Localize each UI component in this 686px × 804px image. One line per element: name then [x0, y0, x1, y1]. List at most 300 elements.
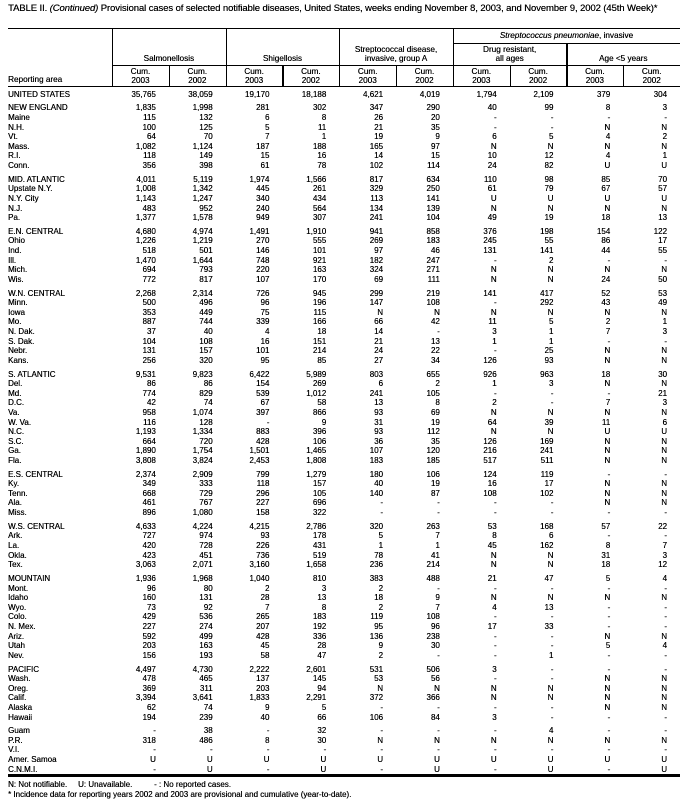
column-group-shigellosis: Shigellosis — [262, 54, 302, 63]
table-cell: N — [604, 379, 611, 389]
table-cell: 1,833 — [249, 693, 270, 703]
table-cell: 963 — [540, 369, 554, 379]
table-cell: 220 — [256, 265, 270, 275]
table-cell: 2,909 — [192, 469, 213, 479]
table-cell: 336 — [312, 631, 327, 641]
table-cell: 2,071 — [192, 560, 213, 570]
table-cell: - — [493, 255, 497, 265]
table-cell: 104 — [426, 213, 440, 223]
table-cell: 3,160 — [249, 560, 270, 570]
table-cell: 271 — [426, 265, 440, 275]
table-cell: 236 — [369, 560, 383, 570]
table-cell: - — [437, 702, 440, 712]
table-cell: 668 — [142, 488, 156, 498]
table-row — [8, 489, 680, 499]
table-cell: N — [377, 307, 383, 317]
table-row — [8, 194, 680, 204]
table-cell: 145 — [312, 674, 327, 684]
table-cell: - — [607, 112, 611, 122]
table-cell: 214 — [426, 560, 440, 570]
table-cell: N — [661, 683, 667, 693]
table-row — [8, 370, 680, 380]
table-cell: U — [661, 427, 667, 437]
table-cell: 97 — [374, 246, 383, 256]
table-cell: 356 — [142, 160, 156, 170]
table-cell: 2 — [435, 379, 440, 389]
table-cell: - — [607, 650, 611, 660]
table-cell: 340 — [256, 193, 270, 203]
table-cell: 292 — [540, 298, 554, 308]
table-cell: U — [490, 193, 497, 203]
table-cell: 449 — [199, 307, 213, 317]
table-cell: 461 — [142, 498, 156, 508]
table-cell: 369 — [142, 683, 156, 693]
table-cell: 56 — [430, 674, 440, 684]
table-cell: 79 — [544, 184, 554, 194]
table-cell: 24 — [374, 346, 383, 356]
table-cell: 165 — [369, 141, 383, 151]
table-cell: N — [661, 122, 667, 132]
row-area-label: Iowa — [8, 307, 25, 317]
table-cell: 31 — [374, 417, 383, 427]
table-cell: 261 — [312, 184, 327, 194]
row-area-label: Oreg. — [8, 683, 29, 693]
table-cell: N — [661, 446, 667, 456]
table-row — [8, 123, 680, 133]
table-cell: N — [604, 446, 611, 456]
table-cell: N — [547, 693, 554, 703]
table-cell: - — [607, 764, 611, 774]
table-cell: 353 — [142, 307, 156, 317]
table-cell: 16 — [317, 151, 327, 161]
table-cell: 14 — [374, 327, 383, 336]
table-cell: 4 — [662, 641, 667, 651]
table-cell: 281 — [256, 103, 270, 113]
table-cell: N — [661, 498, 667, 508]
row-area-label: Ala. — [8, 498, 22, 508]
table-cell: N — [434, 683, 440, 693]
table-row — [8, 346, 680, 356]
table-cell: - — [493, 122, 497, 132]
table-cell: 2,601 — [306, 664, 327, 674]
table-cell: 96 — [430, 621, 440, 631]
table-row — [8, 456, 680, 466]
table-cell: 1,247 — [192, 193, 213, 203]
table-cell: 483 — [142, 203, 156, 213]
table-cell: 4,011 — [136, 174, 156, 184]
table-cell: 22 — [430, 346, 440, 356]
table-cell: 241 — [369, 388, 383, 398]
table-cell: 18 — [601, 560, 611, 570]
table-cell: 952 — [199, 203, 213, 213]
table-cell: - — [607, 531, 611, 541]
table-cell: - — [664, 255, 667, 265]
table-cell: - — [153, 726, 156, 736]
table-cell: 61 — [260, 160, 270, 170]
table-cell: 7 — [435, 531, 440, 541]
table-cell: 10 — [487, 151, 497, 161]
table-cell: 183 — [369, 455, 383, 465]
row-area-label: N.Y. City — [8, 193, 39, 203]
table-cell: 203 — [256, 683, 270, 693]
table-cell: N — [490, 683, 497, 693]
table-cell: 250 — [426, 184, 440, 194]
table-cell: 105 — [312, 488, 327, 498]
table-cell: U — [604, 160, 611, 170]
column-group-salmonellosis: Salmonellosis — [143, 54, 195, 63]
table-cell: - — [380, 702, 383, 712]
table-cell: 531 — [369, 664, 383, 674]
table-row — [8, 531, 680, 541]
table-cell: 119 — [370, 612, 383, 622]
table-cell: 5 — [605, 641, 611, 651]
table-row — [8, 574, 680, 584]
table-cell: 921 — [312, 255, 327, 265]
table-cell: U — [604, 755, 611, 765]
table-cell: 33 — [544, 621, 554, 631]
table-cell: 7 — [662, 541, 667, 551]
table-row — [8, 132, 680, 142]
table-cell: 1 — [662, 151, 667, 161]
table-cell: 141 — [483, 288, 497, 298]
table-cell: 131 — [142, 346, 156, 356]
table-cell: 93 — [374, 407, 383, 417]
reporting-area-label: Reporting area — [8, 75, 63, 84]
table-cell: 744 — [199, 317, 213, 327]
legend-no-cases: - : No reported cases. — [154, 780, 231, 789]
table-cell: 1,226 — [135, 236, 156, 246]
table-cell: 100 — [142, 122, 156, 132]
table-cell: 203 — [142, 641, 156, 651]
table-cell: - — [664, 336, 667, 346]
table-cell: 322 — [312, 508, 327, 518]
table-cell: 11 — [601, 417, 611, 427]
table-cell: 5 — [548, 132, 554, 142]
table-cell: 3 — [321, 583, 327, 593]
table-row — [8, 498, 680, 508]
table-cell: 9 — [264, 702, 270, 712]
table-cell: 1 — [321, 132, 327, 142]
table-cell: - — [550, 498, 554, 508]
table-cell: 3 — [662, 327, 667, 336]
table-cell: 18 — [601, 213, 611, 223]
table-cell: 9 — [435, 132, 440, 142]
row-area-label: R.I. — [8, 151, 21, 161]
table-cell: 564 — [312, 203, 327, 213]
table-cell: 8 — [492, 531, 497, 541]
table-cell: 131 — [199, 593, 213, 603]
row-area-label: Wash. — [8, 674, 31, 684]
table-cell: - — [493, 298, 497, 308]
table-cell: 108 — [426, 612, 440, 622]
table-cell: 137 — [256, 674, 270, 684]
table-cell: 106 — [426, 469, 440, 479]
row-area-label: Utah — [8, 641, 25, 651]
table-cell: 43 — [601, 298, 611, 308]
table-cell: 247 — [426, 255, 440, 265]
table-cell: 119 — [540, 469, 554, 479]
table-cell: 106 — [312, 436, 327, 446]
table-cell: 55 — [544, 236, 554, 246]
table-cell: 2,268 — [135, 288, 156, 298]
table-cell: 6 — [662, 417, 667, 427]
table-cell: - — [550, 641, 554, 651]
table-cell: 3 — [492, 712, 497, 722]
table-row — [8, 726, 680, 736]
table-cell: 40 — [203, 327, 213, 336]
table-cell: N — [547, 307, 554, 317]
table-cell: N — [490, 735, 497, 745]
table-cell: 238 — [426, 631, 440, 641]
row-area-label: Del. — [8, 379, 23, 389]
table-cell: 44 — [601, 246, 611, 256]
table-cell: N — [604, 693, 611, 703]
table-cell: - — [493, 508, 497, 518]
table-cell: 101 — [256, 346, 270, 356]
table-cell: N — [547, 141, 554, 151]
table-cell: 6 — [492, 132, 497, 142]
table-cell: 19,170 — [244, 89, 270, 99]
table-cell: 1,644 — [192, 255, 213, 265]
row-area-label: V.I. — [8, 745, 20, 755]
table-cell: - — [550, 112, 554, 122]
table-cell: 101 — [312, 246, 327, 256]
table-cell: 45 — [487, 541, 497, 551]
table-cell: - — [493, 674, 497, 684]
table-cell: 26 — [374, 112, 383, 122]
table-cell: 192 — [312, 621, 327, 631]
table-cell: 25 — [544, 346, 554, 356]
table-cell: - — [550, 612, 554, 622]
table-cell: 555 — [312, 236, 327, 246]
table-cell: N — [661, 379, 667, 389]
row-area-label: Mich. — [8, 265, 28, 275]
table-cell: 506 — [426, 664, 440, 674]
table-cell: 1,890 — [135, 446, 156, 456]
table-cell: 423 — [142, 550, 156, 560]
table-cell: 6 — [378, 379, 383, 389]
table-cell: 85 — [601, 174, 611, 184]
row-area-label: E.S. CENTRAL — [8, 469, 63, 479]
row-area-label: S. Dak. — [8, 336, 35, 346]
table-cell: N — [490, 407, 497, 417]
table-cell: - — [664, 650, 667, 660]
table-cell: 2 — [378, 650, 383, 660]
table-cell: - — [437, 745, 440, 755]
row-area-label: Mo. — [8, 317, 22, 327]
row-area-label: Tenn. — [8, 488, 28, 498]
table-cell: N — [490, 203, 497, 213]
table-cell: 6 — [264, 112, 270, 122]
table-cell: - — [493, 583, 497, 593]
row-area-label: Idaho — [8, 593, 29, 603]
table-cell: 19 — [430, 479, 440, 489]
table-cell: - — [266, 745, 270, 755]
table-cell: U — [434, 755, 440, 765]
table-cell: 8 — [321, 602, 327, 612]
table-cell: 194 — [142, 712, 156, 722]
table-cell: N — [547, 274, 554, 284]
column-head-cum-2002: Cum. 2002 — [641, 67, 662, 85]
table-cell: 30 — [430, 641, 440, 651]
table-cell: 1 — [378, 541, 383, 551]
table-cell: 9 — [435, 593, 440, 603]
table-cell: U — [150, 755, 156, 765]
table-cell: 2,786 — [306, 521, 327, 531]
table-cell: 329 — [369, 184, 383, 194]
table-cell: 634 — [426, 174, 440, 184]
table-cell: - — [153, 745, 156, 755]
table-cell: 945 — [312, 288, 327, 298]
table-cell: 1,334 — [192, 427, 213, 437]
table-cell: N — [661, 479, 667, 489]
table-row — [8, 765, 680, 775]
table-cell: 496 — [199, 298, 213, 308]
table-cell: 118 — [143, 151, 156, 161]
table-bottom-rule — [8, 774, 680, 777]
table-cell: 793 — [199, 265, 213, 275]
table-cell: 333 — [199, 479, 213, 489]
table-cell: 5,119 — [193, 174, 213, 184]
table-cell: 774 — [142, 388, 156, 398]
table-cell: - — [664, 612, 667, 622]
table-cell: 95 — [374, 621, 383, 631]
table-cell: 240 — [256, 203, 270, 213]
row-area-label: Nev. — [8, 650, 24, 660]
table-cell: 499 — [199, 631, 213, 641]
table-cell: 49 — [487, 213, 497, 223]
table-cell: 1 — [492, 336, 497, 346]
table-cell: N — [490, 593, 497, 603]
table-cell: 3,063 — [135, 560, 156, 570]
table-cell: 1,279 — [306, 469, 327, 479]
table-cell: 4 — [605, 132, 611, 142]
table-cell: 241 — [369, 213, 383, 223]
title-text: Provisional cases of selected notifiable diseases, United States, weeks ending November 8, 2003, and November 9, 2002 (45th Week)* — [98, 3, 658, 14]
table-cell: N — [604, 203, 611, 213]
table-cell: 1,074 — [192, 407, 213, 417]
table-cell: - — [437, 508, 440, 518]
table-cell: N — [547, 265, 554, 275]
table-cell: 974 — [199, 531, 213, 541]
table-cell: N — [661, 436, 667, 446]
table-cell: 5 — [264, 122, 270, 132]
table-cell: 320 — [369, 521, 383, 531]
table-cell: - — [493, 641, 497, 651]
table-cell: 1 — [492, 379, 497, 389]
row-area-label: Mass. — [8, 141, 30, 151]
table-cell: 1,754 — [192, 446, 213, 456]
table-cell: 122 — [653, 226, 667, 236]
table-cell: 1,470 — [135, 255, 156, 265]
table-cell: 6 — [548, 531, 554, 541]
table-cell: U — [490, 755, 497, 765]
column-group-age-under5: Age <5 years — [598, 54, 648, 63]
table-cell: - — [607, 602, 611, 612]
table-cell: 124 — [483, 469, 497, 479]
table-cell: 57 — [601, 521, 611, 531]
table-cell: 28 — [260, 593, 270, 603]
table-cell: 13 — [544, 602, 554, 612]
table-cell: N — [604, 702, 611, 712]
row-area-label: Hawaii — [8, 712, 33, 722]
row-area-label: N. Mex. — [8, 621, 36, 631]
table-cell: 147 — [369, 298, 383, 308]
table-cell: 11 — [317, 122, 327, 132]
table-body — [8, 87, 680, 775]
table-cell: 1 — [662, 317, 667, 327]
table-cell: N — [661, 203, 667, 213]
table-cell: 858 — [426, 226, 440, 236]
table-cell: - — [437, 583, 440, 593]
table-cell: - — [607, 745, 611, 755]
table-cell: 196 — [312, 298, 327, 308]
table-cell: U — [377, 755, 383, 765]
table-cell: 163 — [312, 265, 327, 275]
table-cell: 57 — [658, 184, 667, 194]
column-head-cum-2002: Cum. 2002 — [528, 67, 548, 85]
table-cell: - — [550, 388, 554, 398]
row-area-label: Okla. — [8, 550, 27, 560]
table-row — [8, 593, 680, 603]
table-row — [8, 665, 680, 675]
table-cell: 4 — [492, 602, 497, 612]
table-row — [8, 289, 680, 299]
table-cell: 376 — [483, 226, 497, 236]
table-cell: N — [661, 355, 667, 365]
table-row — [8, 204, 680, 214]
table-cell: 383 — [369, 574, 383, 583]
table-cell: 274 — [199, 621, 213, 631]
table-cell: N — [547, 735, 554, 745]
table-cell: 3 — [492, 664, 497, 674]
table-cell: - — [380, 745, 383, 755]
table-cell: N — [661, 735, 667, 745]
table-cell: 94 — [317, 683, 327, 693]
table-cell: N — [604, 436, 611, 446]
table-cell: - — [493, 745, 497, 755]
table-row — [8, 693, 680, 703]
table-row — [8, 632, 680, 642]
table-cell: 108 — [199, 336, 213, 346]
table-row — [8, 389, 680, 399]
column-head-cum-2003: Cum. 2003 — [585, 67, 605, 85]
table-cell: 5 — [605, 574, 611, 583]
table-cell: N — [490, 274, 497, 284]
row-area-label: N.C. — [8, 427, 24, 437]
table-row — [8, 265, 680, 275]
table-cell: 349 — [142, 479, 156, 489]
table-cell: 27 — [374, 355, 383, 365]
table-cell: 55 — [658, 246, 667, 256]
table-cell: 1,974 — [249, 174, 270, 184]
legend-unavailable: U: Unavailable. — [78, 780, 133, 789]
title-continued: (Continued) — [49, 3, 99, 14]
table-cell: 41 — [430, 550, 440, 560]
row-area-label: Wyo. — [8, 602, 27, 612]
table-cell: 87 — [430, 488, 440, 498]
table-row — [8, 622, 680, 632]
table-cell: - — [437, 498, 440, 508]
table-cell: 39 — [544, 417, 554, 427]
column-head-cum-2002: Cum. 2002 — [301, 67, 321, 85]
table-row — [8, 603, 680, 613]
table-cell: 216 — [483, 446, 497, 456]
column-head-cum-2003: Cum. 2003 — [130, 67, 151, 85]
row-area-label: Upstate N.Y. — [8, 184, 53, 194]
table-cell: 170 — [312, 274, 327, 284]
table-cell: 24 — [601, 274, 611, 284]
